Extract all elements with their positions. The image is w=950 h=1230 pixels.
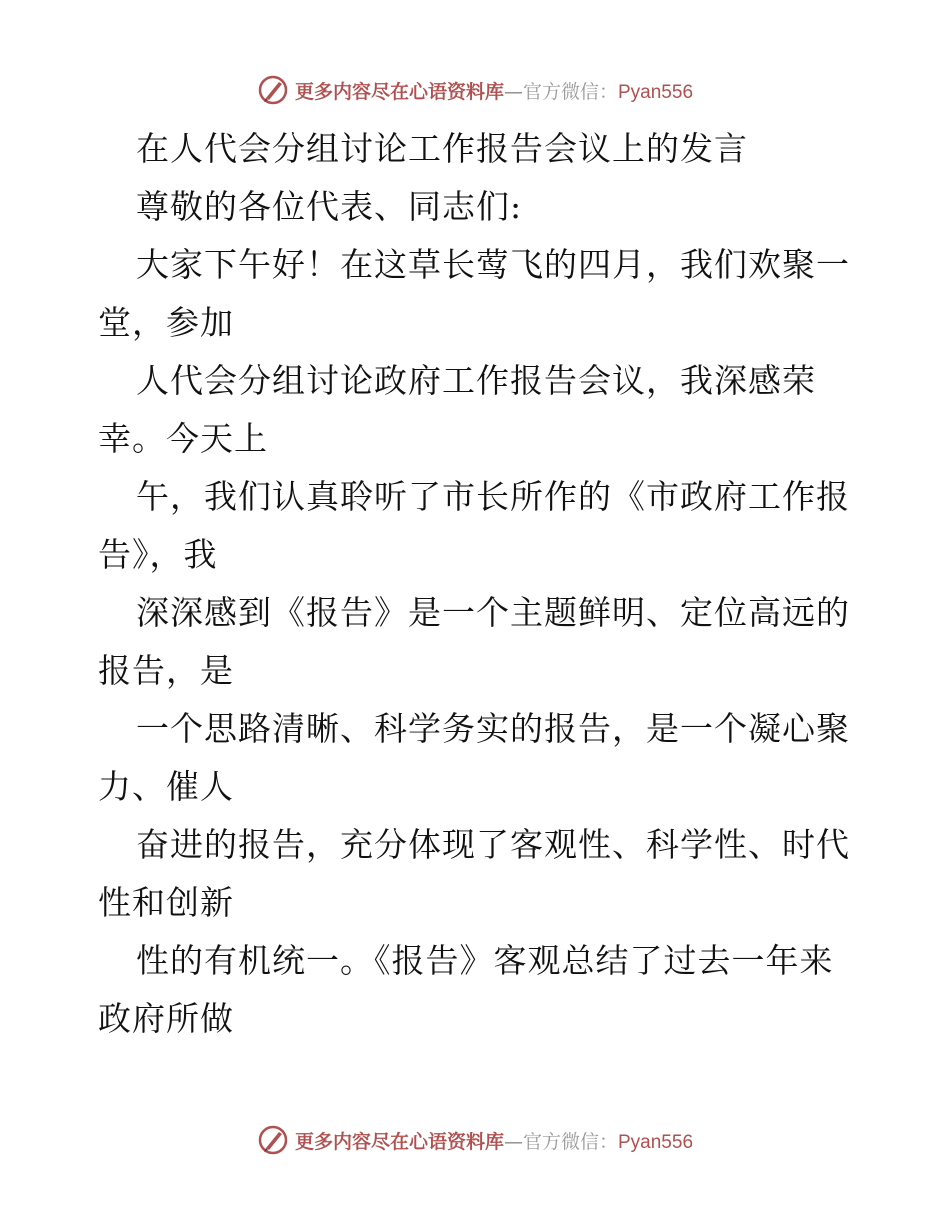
paragraph-line: 奋进的报告，充分体现了客观性、科学性、时代 — [136, 825, 850, 864]
footer-banner — [0, 1120, 950, 1160]
document-body — [98, 120, 858, 1048]
banner-dash: — — [503, 1130, 523, 1153]
header-banner — [0, 70, 950, 110]
paragraph-line: 报告，是 — [98, 651, 234, 690]
banner-wechat-label: 官方微信： — [522, 80, 618, 103]
paragraph-line: 深深感到《报告》是一个主题鲜明、定位高远的 — [136, 593, 850, 632]
banner-wechat-id: Pyan556 — [618, 81, 694, 103]
paragraph-line: 一个思路清晰、科学务实的报告，是一个凝心聚 — [136, 709, 850, 748]
quill-pen-logo-icon — [257, 74, 289, 106]
paragraph-line: 人代会分组讨论政府工作报告会议，我深感荣 — [136, 361, 816, 400]
paragraph-line: 性的有机统一。《报告》客观总结了过去一年来 — [136, 941, 834, 980]
banner-slogan: 更多内容尽在心语资料库 — [294, 1130, 504, 1153]
paragraph-line: 政府所做 — [98, 999, 234, 1038]
document-title: 在人代会分组讨论工作报告会议上的发言 — [136, 129, 748, 168]
paragraph-line: 幸。今天上 — [98, 419, 268, 458]
banner-slogan: 更多内容尽在心语资料库 — [294, 80, 504, 103]
footer-banner-text — [295, 1127, 693, 1154]
paragraph-line: 告》，我 — [98, 535, 218, 574]
paragraph-line: 性和创新 — [98, 883, 234, 922]
paragraph-line: 午，我们认真聆听了市长所作的《市政府工作报 — [136, 477, 850, 516]
paragraph-line: 堂，参加 — [98, 303, 234, 342]
banner-dash: — — [503, 80, 523, 103]
banner-wechat-id: Pyan556 — [618, 1131, 694, 1153]
salutation: 尊敬的各位代表、同志们: — [136, 187, 523, 226]
paragraph-line: 力、催人 — [98, 767, 234, 806]
paragraph-line: 大家下午好！在这草长莺飞的四月，我们欢聚一 — [136, 245, 850, 284]
quill-pen-logo-icon — [257, 1124, 289, 1156]
header-banner-text — [295, 77, 693, 104]
banner-wechat-label: 官方微信： — [522, 1130, 618, 1153]
